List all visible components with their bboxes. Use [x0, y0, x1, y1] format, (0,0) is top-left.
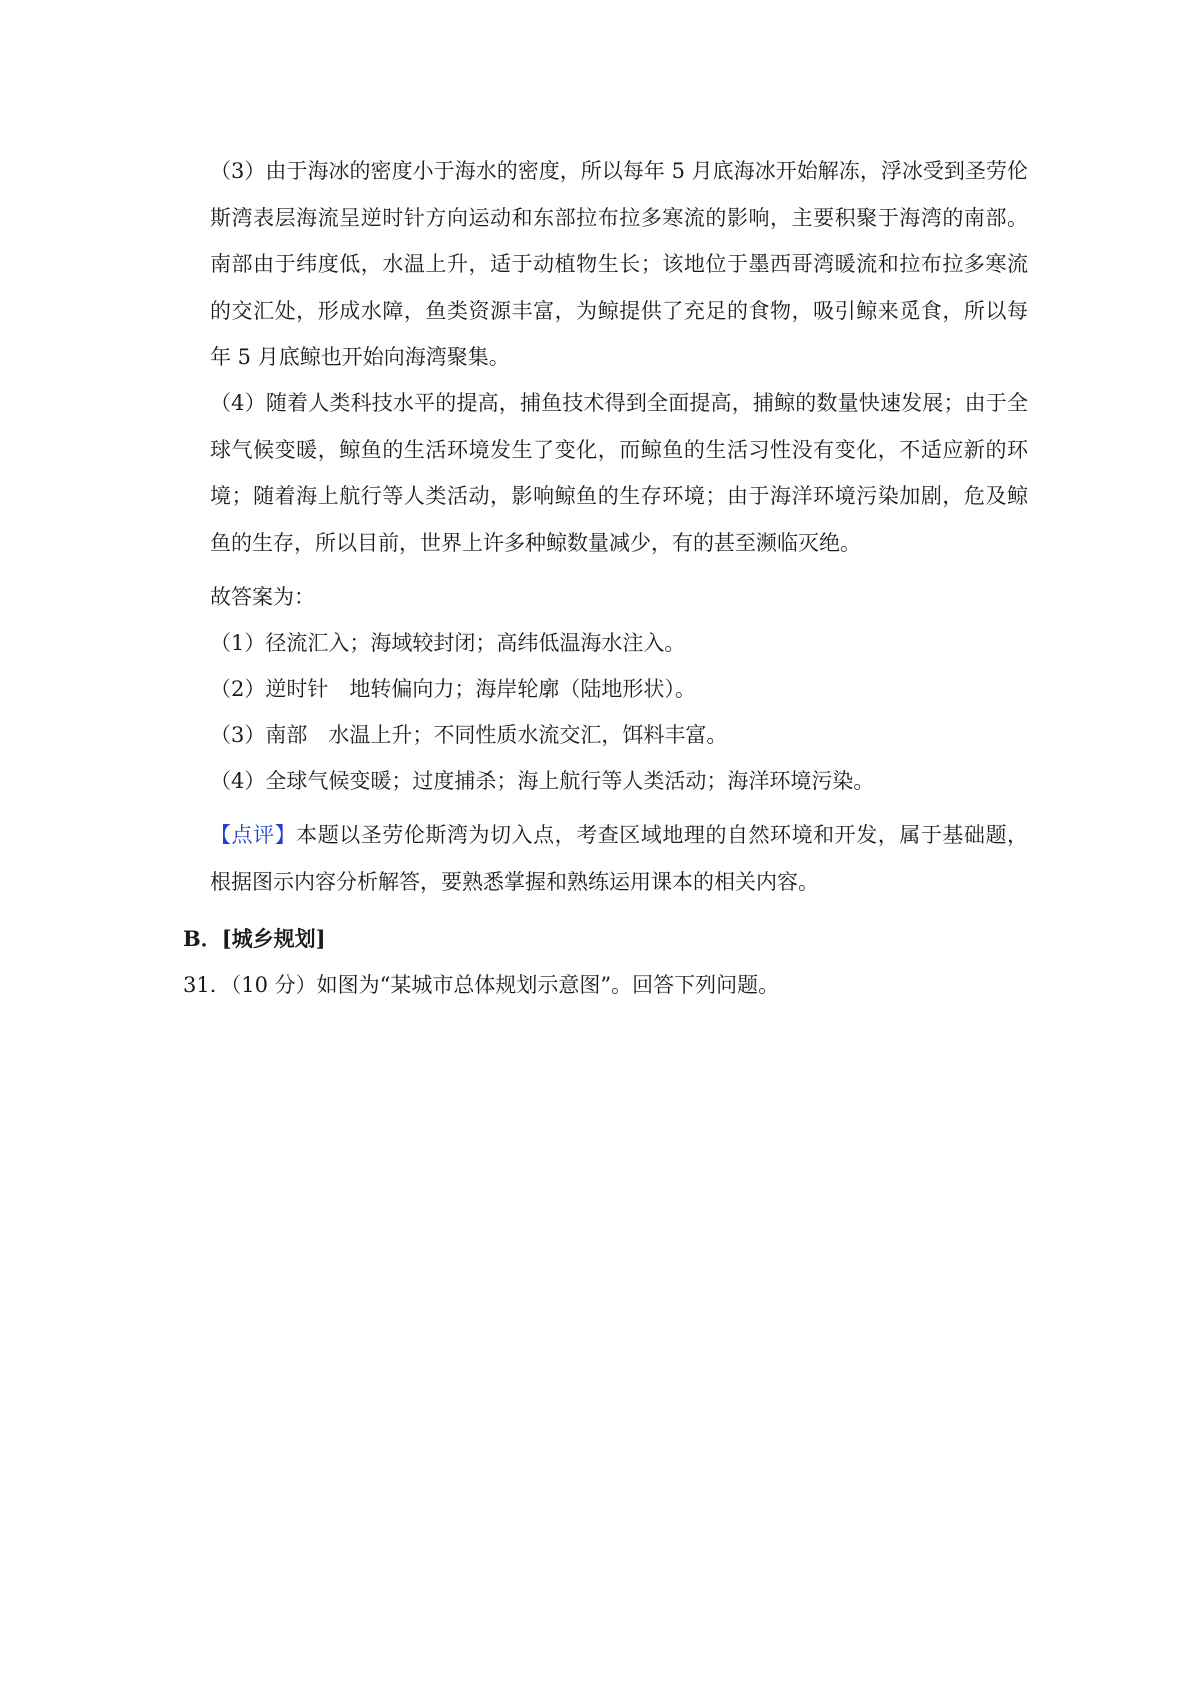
solution-paragraph-3: （3）由于海冰的密度小于海水的密度，所以每年 5 月底海冰开始解冻，浮冰受到圣劳伦斯湾表层海流呈逆时针方向运动和东部拉布拉多寒流的影响，主要积聚于海湾的南部。南部由于纬度低，水温上升，适于动植物生长；该地位于墨西哥湾暖流和拉布拉多寒流的交汇处，形成水障，鱼类资源丰富，为鲸提供了充足的食物，吸引鲸来觅食，所以每年 5 月底鲸也开始向海湾聚集。: [210, 159, 1028, 369]
comment-text: 本题以圣劳伦斯湾为切入点，考查区域地理的自然环境和开发，属于基础题，根据图示内容分析解答，要熟悉掌握和熟练运用课本的相关内容。: [210, 823, 1029, 894]
answer-intro: 故答案为：: [210, 585, 315, 609]
answer-2: （2）逆时针 地转偏向力；海岸轮廓（陆地形状）。: [210, 677, 696, 701]
question-31: 31．（10 分）如图为“某城市总体规划示意图”。回答下列问题。: [183, 973, 780, 997]
answer-4: （4）全球气候变暖；过度捕杀；海上航行等人类活动；海洋环境污染。: [210, 769, 875, 793]
comment-paragraph: [210, 812, 1028, 905]
section-b-heading: B．[城乡规划]: [183, 926, 326, 951]
solution-paragraph-4: （4）随着人类科技水平的提高，捕鱼技术得到全面提高，捕鲸的数量快速发展；由于全球气候变暖，鲸鱼的生活环境发生了变化，而鲸鱼的生活习性没有变化，不适应新的环境；随着海上航行等人类活动，影响鲸鱼的生存环境；由于海洋环境污染加剧，危及鲸鱼的生存，所以目前，世界上许多种鲸数量减少，有的甚至濒临灭绝。: [210, 391, 1028, 555]
comment-label: 【点评】: [210, 823, 297, 847]
answer-3: （3）南部 水温上升；不同性质水流交汇，饵料丰富。: [210, 723, 728, 747]
answer-1: （1）径流汇入；海域较封闭；高纬低温海水注入。: [210, 631, 686, 655]
